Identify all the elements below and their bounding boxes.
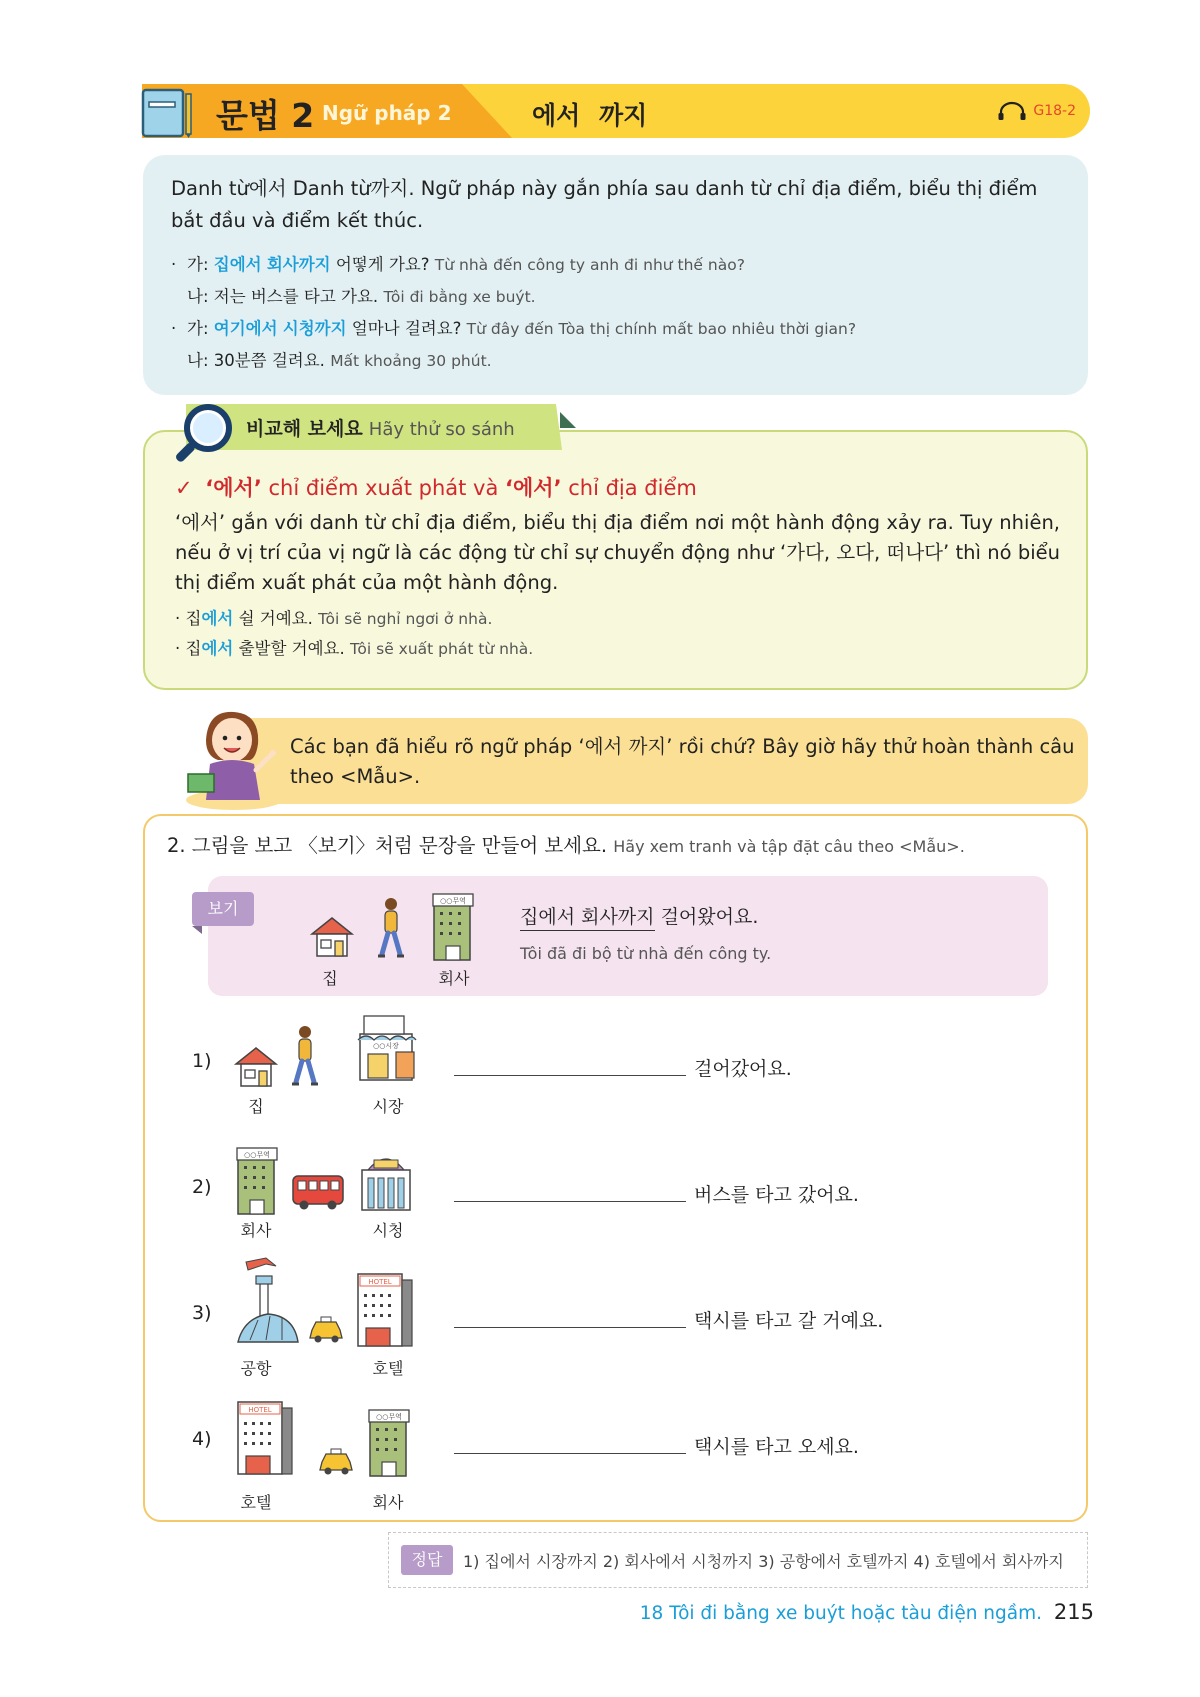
taxi-icon [318,1448,354,1476]
to-label: 회사 [372,1493,404,1512]
walking-person-icon [290,1024,320,1090]
ex-rest: 출발할 거예요. [238,639,345,658]
from-label: 공항 [240,1359,272,1378]
svg-text:○○무역: ○○무역 [376,1413,402,1421]
question-ko: 2. 그림을 보고 〈보기〉처럼 문장을 만들어 보세요. [167,834,608,857]
item-number: 1) [192,1050,212,1072]
ex-word: 집 [185,639,202,658]
compare-box [143,430,1088,690]
to-label: 시장 [372,1097,404,1116]
headphones-icon [997,101,1027,121]
page-footer [640,1600,1094,1624]
title-text: chỉ điểm xuất phát và [268,476,499,500]
house-icon [308,914,356,958]
teacher-tip: Các bạn đã hiểu rõ ngữ pháp ‘에서 까지’ rồi chứ? Bây giờ hãy thử hoàn thành câu theo <Mẫu>. [222,718,1088,804]
office-building-icon [234,1146,280,1216]
walking-person-icon [376,896,406,962]
highlight-to: 회사까지 [266,255,331,274]
compare-tab-fold [560,412,576,428]
title-quote: ‘에서’ [505,476,562,500]
compare-tab-ko: 비교해 보세요 [246,418,363,440]
ex-vi: Tôi sẽ xuất phát từ nhà. [349,640,534,658]
hotel-icon [234,1398,300,1476]
office-building-icon [366,1408,412,1478]
grammar-explanation [143,155,1088,395]
svg-text:HOTEL: HOTEL [248,1406,272,1414]
example-ko: 얼마나 걸려요? [351,319,462,338]
answer-blank[interactable] [454,1074,686,1076]
example-vi: Từ đây đến Tòa thị chính mất bao nhiêu thời gian? [466,320,857,338]
sample-underlined: 집에서 회사까지 [520,906,655,931]
magnifier-icon [172,402,236,466]
example-line: · 가: 집에서 회사까지 어떻게 가요? Từ nhà đến công ty anh đi như thế nào? [171,255,745,274]
item-number: 4) [192,1428,212,1450]
taxi-icon [308,1316,344,1344]
svg-text:○○시장: ○○시장 [373,1042,399,1050]
title-quote: ‘에서’ [205,476,262,500]
sample-from-label: 집 [322,969,338,988]
answer-blank[interactable] [454,1452,686,1454]
svg-text:○○무역: ○○무역 [440,897,466,905]
ex-particle: 에서 [201,609,234,628]
highlight-from: 여기에서 [213,319,278,338]
title-text: chỉ địa điểm [568,476,697,500]
speaker: 가: [187,319,209,338]
example-ko: 어떻게 가요? [335,255,430,274]
house-icon [232,1044,280,1088]
compare-tab-label [246,414,515,441]
from-label: 호텔 [240,1493,272,1512]
teacher-illustration [176,700,286,810]
to-label: 호텔 [372,1359,404,1378]
ex-rest: 쉴 거예요. [238,609,313,628]
sample-tag-fold [192,926,202,934]
sample-ending: 걸어왔어요. [660,906,759,928]
compare-examples [175,604,1060,664]
grammar-header [142,84,1090,138]
answer-blank[interactable] [454,1326,686,1328]
check-icon: ✓ [175,476,193,500]
compare-body: ‘에서’ gắn với danh từ chỉ địa điểm, biểu thị địa điểm nơi một hành động xảy ra. Tuy nhiên, nếu ở vị trí của vị ngữ là các động từ chỉ sự chuyển động như ‘가다, 오다, 떠나다’ thì nó biểu thị điểm xuất phát của một hành động. [175,511,1060,594]
speaker: 나: [187,351,209,370]
item-number: 2) [192,1176,212,1198]
office-building-icon [430,892,476,962]
compare-tab-vi: Hãy thử so sánh [368,419,515,440]
example-vi: Từ nhà đến công ty anh đi như thế nào? [434,256,745,274]
market-icon [354,1012,420,1082]
answer-text: 1) 집에서 시장까지 2) 회사에서 시청까지 3) 공항에서 호텔까지 4) 호텔에서 회사까지 [463,1552,1064,1571]
answer-blank[interactable] [454,1200,686,1202]
svg-text:HOTEL: HOTEL [368,1278,392,1286]
compare-example: · 집에서 출발할 거예요. Tôi sẽ xuất phát từ nhà. [175,639,534,658]
bus-icon [290,1172,346,1212]
hotel-icon [354,1270,420,1348]
airport-icon [236,1252,300,1344]
answer-tag: 정답 [401,1545,453,1575]
speaker: 가: [187,255,209,274]
item-number: 3) [192,1302,212,1324]
grammar-label: 문법 2 [216,96,315,135]
from-label: 집 [248,1097,264,1116]
from-label: 회사 [240,1221,272,1240]
speaker: 나: [187,287,209,306]
example-line [171,281,1060,313]
answer-key [388,1532,1088,1588]
example-vi: Tôi đi bằng xe buýt. [383,288,536,306]
to-label: 시청 [372,1221,404,1240]
sample-sentence [520,902,758,929]
item-ending: 버스를 타고 갔어요. [694,1184,859,1206]
sample-to-label: 회사 [438,969,470,988]
audio-track-label: G18-2 [1033,103,1076,119]
audio-track[interactable] [997,101,1076,121]
example-ko: 저는 버스를 타고 가요. [213,287,379,306]
ex-particle: 에서 [201,639,234,658]
example-ko: 30분쯤 걸려요. [213,351,325,370]
lesson-title: 18 Tôi đi bằng xe buýt hoặc tàu điện ngầm. [639,1603,1043,1624]
example-line: · 가: 여기에서 시청까지 얼마나 걸려요? Từ đây đến Tòa thị chính mất bao nhiêu thời gian? [171,319,857,338]
svg-text:○○무역: ○○무역 [244,1151,270,1159]
compare-example: · 집에서 쉴 거예요. Tôi sẽ nghỉ ngơi ở nhà. [175,609,493,628]
sample-translation: Tôi đã đi bộ từ nhà đến công ty. [520,944,772,963]
sample-tag: 보기 [192,892,254,926]
example-vi: Mất khoảng 30 phút. [330,352,492,370]
compare-title [175,472,1060,502]
ex-word: 집 [185,609,202,628]
grammar-sub-label: Ngữ pháp 2 [322,101,452,125]
explanation-text: Danh từ에서 Danh từ까지. Ngữ pháp này gắn phía sau danh từ chỉ địa điểm, biểu thị điểm bắt đầu và điểm kết thúc. [171,177,1038,232]
highlight-to: 시청까지 [282,319,347,338]
notebook-icon [140,88,194,138]
question-vi: Hãy xem tranh và tập đặt câu theo <Mẫu>. [613,837,965,856]
grammar-title: 에서 까지 [532,101,648,130]
page-number: 215 [1053,1600,1094,1624]
ex-vi: Tôi sẽ nghỉ ngơi ở nhà. [318,610,493,628]
example-dialogue [171,249,1060,377]
city-hall-icon [356,1148,416,1212]
highlight-from: 집에서 [213,255,262,274]
item-ending: 택시를 타고 오세요. [694,1436,859,1458]
exercise-question [167,830,965,858]
item-ending: 걸어갔어요. [694,1058,792,1080]
example-line [171,345,1060,377]
item-ending: 택시를 타고 갈 거예요. [694,1310,884,1332]
